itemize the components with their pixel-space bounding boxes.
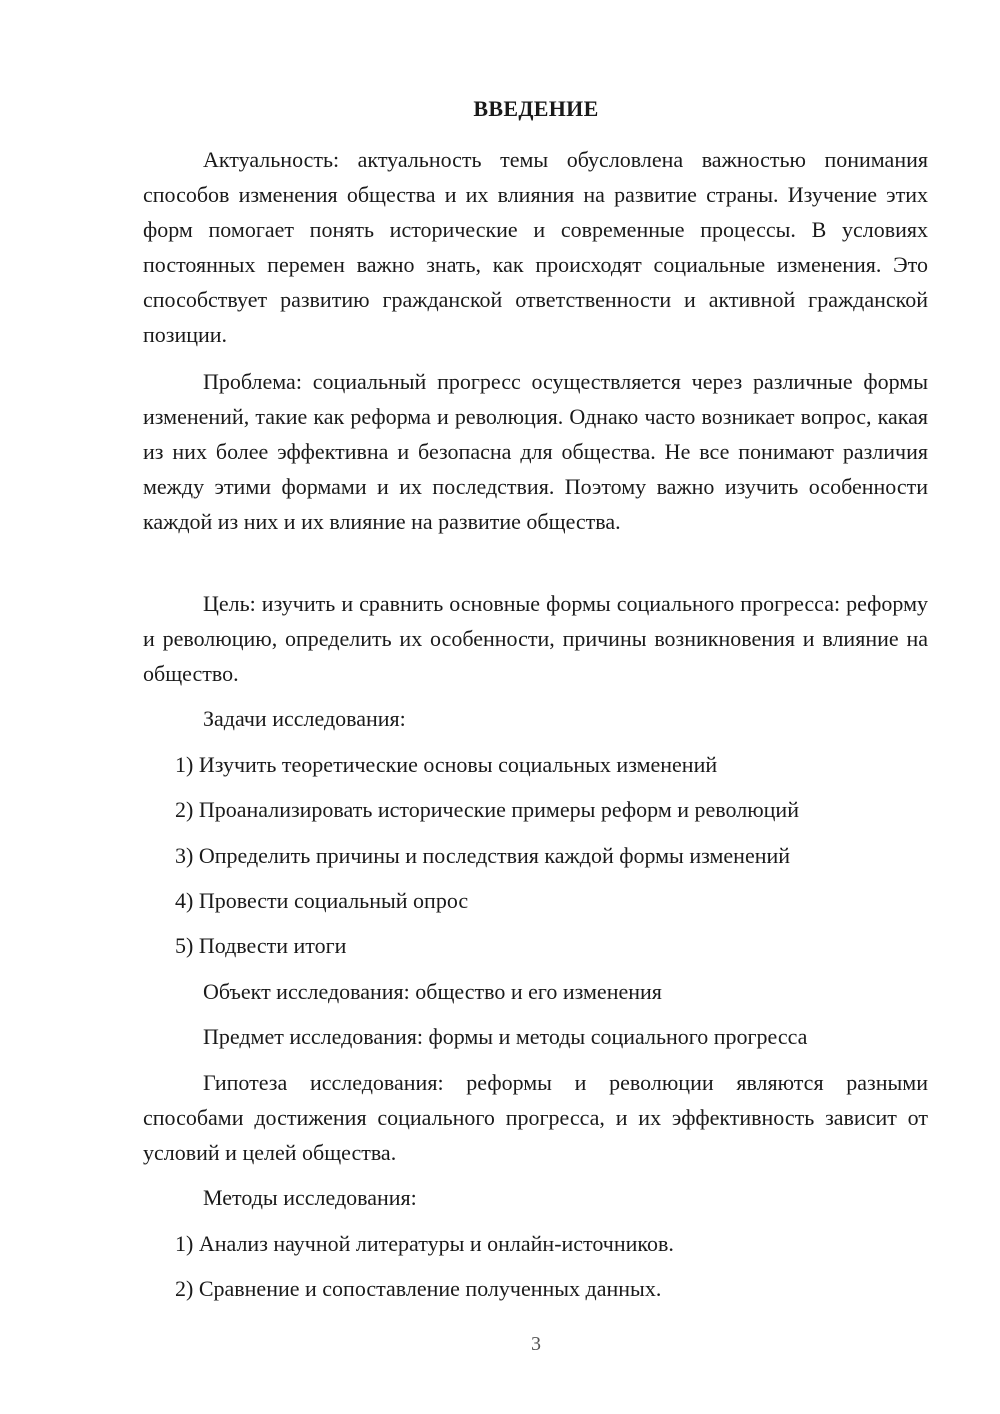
goal-paragraph: Цель: изучить и сравнить основные формы социального прогресса: реформу и революцию, определить их особенности, причины возникновения и влияние на общество.: [143, 591, 928, 686]
task-item: 5) Подвести итоги: [175, 933, 347, 958]
task-item: 2) Проанализировать исторические примеры реформ и революций: [175, 797, 799, 822]
methods-heading: Методы исследования:: [203, 1185, 417, 1210]
page-title: ВВЕДЕНИЕ: [473, 96, 599, 121]
method-item: 1) Анализ научной литературы и онлайн-источников.: [175, 1231, 674, 1256]
page-number: 3: [531, 1333, 541, 1355]
tasks-heading: Задачи исследования:: [203, 706, 406, 731]
hypothesis-paragraph: Гипотеза исследования: реформы и революции являются разными способами достижения социального прогресса, и их эффективность зависит от условий и целей общества.: [143, 1070, 928, 1165]
task-item: 1) Изучить теоретические основы социальных изменений: [175, 752, 718, 777]
method-item: 2) Сравнение и сопоставление полученных данных.: [175, 1276, 662, 1301]
relevance-paragraph: Актуальность: актуальность темы обусловлена важностью понимания способов изменения общества и их влияния на развитие страны. Изучение этих форм помогает понять исторические и современные процессы. В условиях постоянных перемен важно знать, как происходят социальные изменения. Это способствует развитию гражданской ответственности и активной гражданской позиции.: [143, 147, 928, 347]
research-subject: Предмет исследования: формы и методы социального прогресса: [203, 1024, 808, 1049]
research-object: Объект исследования: общество и его изменения: [203, 979, 662, 1004]
task-item: 3) Определить причины и последствия каждой формы изменений: [175, 843, 791, 868]
task-item: 4) Провести социальный опрос: [175, 888, 469, 913]
problem-paragraph: Проблема: социальный прогресс осуществляется через различные формы изменений, такие как реформа и революция. Однако часто возникает вопрос, какая из них более эффективна и безопасна для общества. Не все понимают различия между этими формами и их последствия. Поэтому важно изучить особенности каждой из них и их влияние на развитие общества.: [143, 369, 928, 534]
